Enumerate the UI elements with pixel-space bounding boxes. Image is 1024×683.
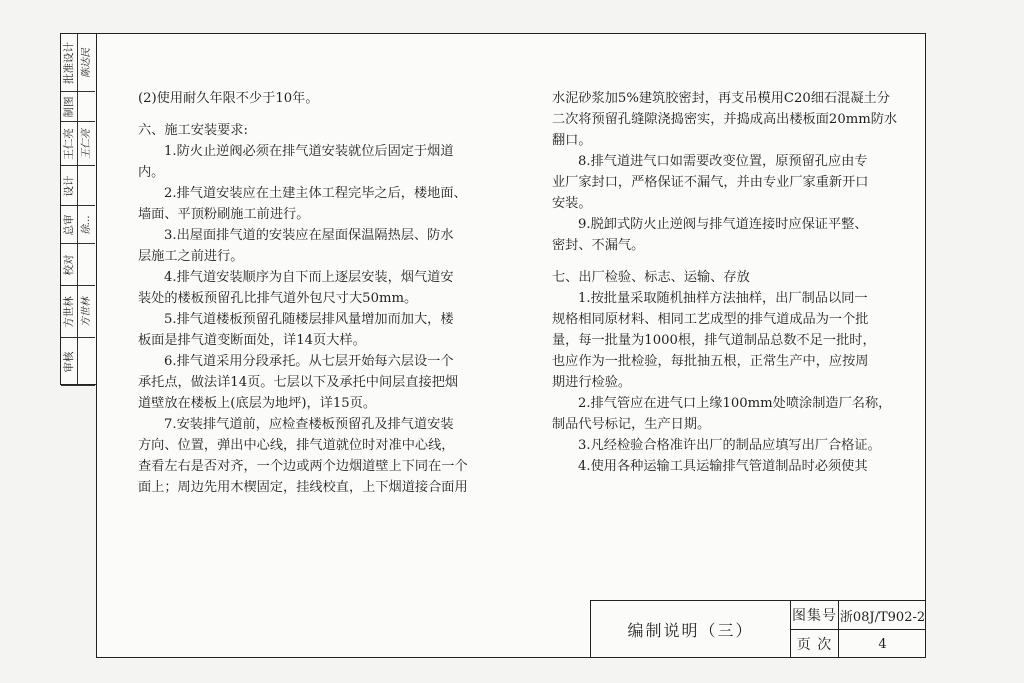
approval-signature-cell xyxy=(78,338,95,385)
text-line: 二次将预留孔缝隙浇捣密实，并捣成高出楼板面20mm防水 xyxy=(552,112,898,127)
approval-role-cell xyxy=(61,286,78,337)
approval-role-label: 设计 xyxy=(62,175,75,196)
text-line: 内。 xyxy=(138,165,165,180)
approval-signature-cell xyxy=(78,166,95,205)
approval-row xyxy=(61,92,95,122)
approval-role-cell xyxy=(61,34,78,91)
text-line: 量，每一批量为1000根，排气道制品总数不足一批时， xyxy=(552,333,876,348)
handwritten-signature: 徐… xyxy=(80,214,92,235)
text-line: 制品代号标记，生产日期。 xyxy=(552,417,711,432)
approval-role-label: 方世林 xyxy=(62,295,75,328)
approval-role-cell xyxy=(61,338,78,385)
atlas-number-row xyxy=(791,601,926,630)
text-line: 墙面、平顶粉刷施工前进行。 xyxy=(138,207,310,222)
text-line: 也应作为一批检验，每批抽五根，正常生产中，应按周 xyxy=(552,354,869,369)
approval-role-label: 王仁亮 xyxy=(62,127,75,160)
approval-role-cell xyxy=(61,166,78,205)
approval-role-cell xyxy=(61,122,78,165)
text-line: 翻口。 xyxy=(552,133,592,148)
text-line: 板面是排气道变断面处，详14页大样。 xyxy=(138,333,366,348)
approval-row xyxy=(61,122,95,166)
text-line: 面上；周边先用木楔固定，挂线校直，上下烟道接合面用 xyxy=(138,480,468,495)
approval-signature-cell xyxy=(78,122,95,165)
text-line: 装处的楼板预留孔比排气道外包尺寸大50mm。 xyxy=(138,291,418,306)
paragraph-gap xyxy=(138,109,538,120)
handwritten-signature: 陈达民 xyxy=(80,47,92,78)
text-line: 层施工之前进行。 xyxy=(138,249,244,264)
approval-role-label: 审核 xyxy=(62,351,75,372)
page-number-value: 4 xyxy=(878,636,887,652)
approval-row xyxy=(61,166,95,206)
approval-row xyxy=(61,244,95,286)
approval-signature-cell xyxy=(78,92,95,121)
text-line: 七、出厂检验、标志、运输、存放 xyxy=(552,270,750,285)
drawing-title: 编制说明（三） xyxy=(591,601,791,658)
text-line: 9.脱卸式防火止逆阀与排气道连接时应保证平整、 xyxy=(578,217,868,232)
text-line: 期进行检验。 xyxy=(552,375,632,390)
atlas-number-label: 图集号 xyxy=(791,601,839,629)
approval-row xyxy=(61,338,95,386)
text-line: 承托点，做法详14页。七层以下及承托中间层直接把烟 xyxy=(138,375,459,390)
text-line: 1.防火止逆阀必须在排气道安装就位后固定于烟道 xyxy=(164,144,454,159)
text-line: 4.使用各种运输工具运输排气管道制品时必须使其 xyxy=(578,459,868,474)
text-line: 3.出屋面排气道的安装应在屋面保温隔热层、防水 xyxy=(164,228,454,243)
atlas-number-value: 浙08J/T902-2 xyxy=(839,609,926,625)
approval-role-cell xyxy=(61,206,78,243)
approval-signature-cell xyxy=(78,34,95,91)
approval-signature-cell xyxy=(78,206,95,243)
approval-row xyxy=(61,34,95,92)
text-line: 1.按批量采取随机抽样方法抽样，出厂制品以同一 xyxy=(578,291,868,306)
approval-role-cell xyxy=(61,244,78,285)
handwritten-signature: 王仁亮 xyxy=(80,128,92,159)
page-number-label: 页 次 xyxy=(791,630,839,658)
approval-role-label: 批准设计 xyxy=(62,41,75,84)
text-line: 6.排气道采用分段承托。从七层开始每六层设一个 xyxy=(164,354,454,369)
title-block xyxy=(590,600,926,658)
text-line: 安装。 xyxy=(552,196,592,211)
text-line: 8.排气道进气口如需要改变位置，原预留孔应由专 xyxy=(578,154,868,169)
approval-signature-cell xyxy=(78,244,95,285)
text-line: 2.排气管应在进气口上缘100mm处喷涂制造厂名称， xyxy=(578,396,892,411)
page-number-row xyxy=(791,630,926,658)
text-line: 7.安装排气道前，应检查楼板预留孔及排气道安装 xyxy=(164,417,454,432)
approval-side-table xyxy=(60,33,96,385)
text-line: 六、施工安装要求: xyxy=(138,123,248,138)
title-block-grid xyxy=(791,601,926,658)
handwritten-signature: 方世林 xyxy=(80,296,92,327)
approval-signature-cell xyxy=(78,286,95,337)
approval-row xyxy=(61,206,95,244)
text-line: (2)使用耐久年限不少于10年。 xyxy=(138,91,319,106)
text-line: 业厂家封口，严格保证不漏气，并由专业厂家重新开口 xyxy=(552,175,869,190)
approval-role-label: 总审 xyxy=(62,214,75,235)
approval-role-cell xyxy=(61,92,78,121)
text-line: 道壁放在楼板上(底层为地坪)，详15页。 xyxy=(138,396,377,411)
text-line: 4.排气道安装顺序为自下而上逐层安装，烟气道安 xyxy=(164,270,454,285)
right-text-column xyxy=(552,88,922,477)
approval-row xyxy=(61,286,95,338)
approval-role-label: 校对 xyxy=(62,254,75,275)
text-line: 方向、位置，弹出中心线，排气道就位时对准中心线， xyxy=(138,438,455,453)
paragraph-gap xyxy=(552,256,922,267)
text-line: 查看左右是否对齐，一个边或两个边烟道壁上下同在一个 xyxy=(138,459,468,474)
left-text-column xyxy=(138,88,538,498)
text-line: 规格相同原材料、相同工艺成型的排气道成品为一个批 xyxy=(552,312,869,327)
text-line: 2.排气道安装应在土建主体工程完毕之后，楼地面、 xyxy=(164,186,467,201)
text-line: 3.凡经检验合格准许出厂的制品应填写出厂合格证。 xyxy=(578,438,881,453)
text-line: 5.排气道楼板预留孔随楼层排风量增加而加大，楼 xyxy=(164,312,454,327)
text-line: 密封、不漏气。 xyxy=(552,238,645,253)
approval-role-label: 制图 xyxy=(62,96,75,117)
text-line: 水泥砂浆加5%建筑胶密封，再支吊模用C20细石混凝土分 xyxy=(552,91,890,106)
